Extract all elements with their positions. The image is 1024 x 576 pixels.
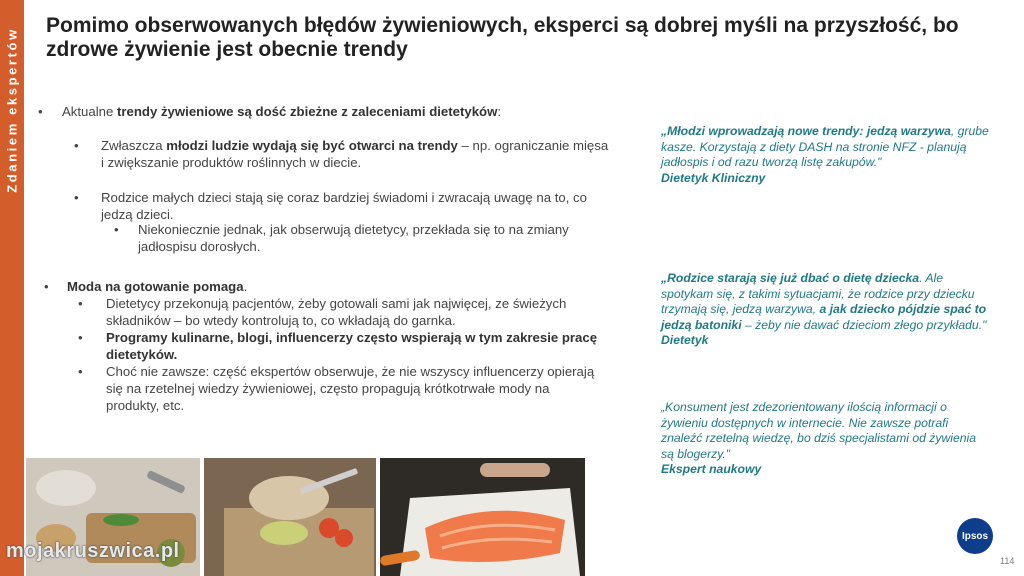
quote-text: – żeby nie dawać dzieciom złego przykładu." [741,317,987,332]
bullet-text: Aktualne [62,104,117,119]
bullet-dot: • [74,138,79,153]
bullet-bold-text: Programy kulinarne, blogi, influencerzy często wspierają w tym zakresie pracę dietetyków. [106,330,598,362]
bullet-adults [114,221,614,255]
quote-author: Dietetyk Kliniczny [661,170,766,185]
bullet-dot: • [78,330,83,345]
quote-text: , grube kasze. Korzystają z diety DASH na stronie NFZ - planują jadłospis i od razu tworzą listę zakupów." [661,124,989,169]
photo-salmon-fillet-art [380,458,585,576]
bullet-dot: • [114,222,119,237]
photo-salmon-fillet [380,458,585,576]
quote-text: . Ale spotykam się, z takimi sytuacjami, że rodzice przy dziecku trzymają się, jedzą warzywa, [661,271,975,316]
bullet-influencers [78,363,598,414]
bullet-dot: • [74,190,79,205]
bullet-text: Niekoniecznie jednak, jak obserwują dietetycy, przekłada się to na zmiany jadłospisu dorosłych. [138,222,569,254]
quote-clinical-dietitian [661,124,991,186]
bullet-dot: • [44,279,49,294]
bullet-programs [78,329,598,363]
bullet-text: Choć nie zawsze: część ekspertów obserwuje, że nie wszyscy influencerzy opierają się na rzetelnej wiedzy żywieniowej, często propagują krótkotrwałe mody na produkty, etc. [106,364,595,413]
bullet-bold-text: trendy żywieniowe są dość zbieżne z zaleceniami dietetyków [117,104,498,119]
quote-bold-text: „Młodzi wprowadzają nowe trendy: jedzą warzywa [661,124,951,138]
page-number: 114 [1000,556,1015,566]
photo-cooking-board [204,458,376,576]
bullet-text: Zwłaszcza [101,138,167,153]
bullet-text: Rodzice małych dzieci stają się coraz bardziej świadomi i zwracają uwagę na to, co jedzą dzieci. [101,190,587,222]
bullet-dot: • [38,104,43,119]
bullet-parents [74,189,614,223]
quote-text: „Konsument jest zdezorientowany ilością informacji o żywieniu dostępnych w internecie. Nie zawsze potrafi znaleźć rzetelną wiedzę, bo dziś specjalistami od żywienia są blogerzy." [661,400,976,461]
bullet-dot: • [78,364,83,379]
bullet-trends [38,103,501,120]
quote-science-expert [661,400,991,478]
bullet-text: : [497,104,502,119]
bullet-dot: • [78,296,83,311]
bullet-text: – np. ograniczanie mięsa i zwiększanie produktów roślinnych w diecie. [101,138,609,170]
slide-title: Pomimo obserwowanych błędów żywieniowych, eksperci są dobrej myśli na przyszłość, bo zdrowe żywienie jest obecnie trendy [46,14,959,61]
watermark-text: mojakruszwica.pl [6,540,180,562]
quote-author: Ekspert naukowy [661,462,762,476]
bullet-bold-text: Moda na gotowanie pomaga [67,279,244,294]
quote-bold-text: a jak dziecko pójdzie spać to jedzą batoniki [661,302,987,332]
quote-dietitian [661,271,991,349]
bullet-text: Dietetycy przekonują pacjentów, żeby gotowali sami jak najwięcej, ze świeżych składników – bo wtedy kontrolują to, co wkładają do garnka. [106,296,567,328]
bullet-text: . [243,279,248,294]
section-label [0,0,24,220]
quote-bold-text: „Rodzice starają się już dbać o dietę dziecka [661,271,920,285]
ipsos-logo [957,518,993,554]
bullet-dietitians-cooking [78,295,598,329]
quote-author: Dietetyk [661,333,709,347]
photo-cooking-board-art [204,458,376,576]
bullet-young-people [74,137,614,171]
bullet-bold-text: młodzi ludzie wydają się być otwarci na trendy [166,138,458,153]
ipsos-logo-text: Ipsos [961,530,989,542]
bullet-cooking-trend [44,278,604,295]
section-label-text: Zdaniem ekspertów [4,27,20,193]
